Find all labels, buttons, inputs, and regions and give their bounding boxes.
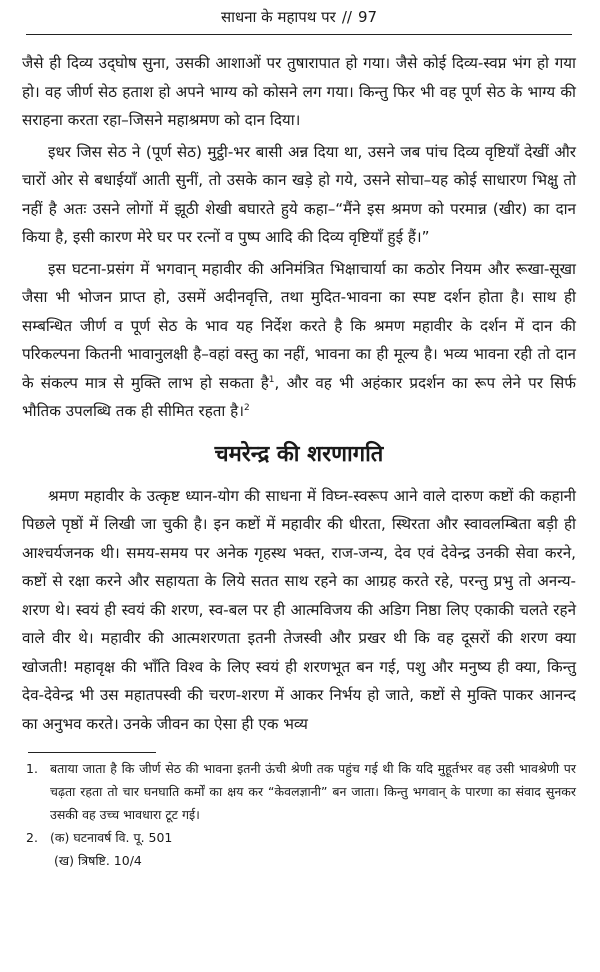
footnote-divider — [28, 752, 156, 753]
footnote-1-text: बताया जाता है कि जीर्ण सेठ की भावना इतनी ऊंची श्रेणी तक पहुंच गई थी कि यदि मुहूर्तभर वह उसी भावश्रेणी पर चढ़ता रहता तो चार घनघाति कर्मों का क्षय कर “केवलज्ञानी” बन जाता। किन्तु भगवान् के पारणा का संवाद सुनकर उसकी वह उच्च भावधारा टूट गई। — [50, 761, 576, 822]
footnote-2-number: 2. — [26, 830, 38, 845]
footnote-ref-1: 1 — [268, 374, 275, 385]
section-paragraph: श्रमण महावीर के उत्कृष्ट ध्यान-योग की साधना में विघ्न-स्वरूप आने वाले दारुण कष्टों की कहानी पिछले पृष्ठों में लिखी जा चुकी है। इन कष्टों में महावीर की धीरता, स्थिरता और स्वावलम्बिता बड़ी ही आश्चर्यजनक थी। समय-समय पर अनेक गृहस्थ भक्त, राज-जन्य, देव एवं देवेन्द्र उनकी सेवा करने, कष्टों से रक्षा करने और सहायता के लिये सतत साथ रहने का आग्रह करते रहे, परन्तु प्रभु तो अनन्य-शरण थे। स्वयं ही स्वयं की शरण, स्व-बल पर ही आत्मविजय की अडिग निष्ठा लिए एकाकी चलते रहने वाले वीर थे। महावीर की आत्मशरणता इतनी तेजस्वी और प्रखर थी कि वह दूसरों की शरण क्या खोजती! महावृक्ष की भाँति विश्व के लिए स्वयं ही शरणभूत बन गई, पशु और मनुष्य ही क्या, किन्तु देव-देवेन्द्र भी उस महातपस्वी की चरण-शरण में आकर निर्भय हो जाते, कष्टों से मुक्ति पाकर आनन्द का अनुभव करते। उनके जीवन का ऐसा ही एक भव्य — [22, 486, 576, 733]
running-header — [26, 0, 572, 35]
footnote-1 — [22, 757, 576, 826]
footnote-2-sub: (ख) त्रिषष्टि. 10/4 — [54, 853, 142, 868]
footnote-2 — [22, 826, 576, 849]
header-separator: // — [341, 8, 352, 26]
paragraph-3-text-a: इस घटना-प्रसंग में भगवान् महावीर की अनिमंत्रित भिक्षाचार्या का कठोर नियम और रूखा-सूखा जैसा भी भोजन प्राप्त हो, उसमें अदीनवृत्ति, तथा मुदित-भावना का स्पष्ट दर्शन होता है। साथ ही सम्बन्धित जीर्ण व पूर्ण सेठ के भाव यह निर्देश करते है कि श्रमण महावीर के दर्शन में दान की परिकल्पना कितनी भावानुलक्षी है–वहां वस्तु का नहीं, भावना का ही मूल्य है। भव्य भावना रही तो दान के संकल्प मात्र से मुक्ति लाभ हो सकता है — [22, 259, 576, 392]
footnote-ref-2: 2 — [244, 402, 250, 413]
footnotes — [22, 757, 576, 872]
paragraph-3 — [22, 255, 576, 426]
page-number: 97 — [357, 8, 378, 26]
paragraph-2: इधर जिस सेठ ने (पूर्ण सेठ) मुट्ठी-भर बासी अन्न दिया था, उसने जब पांच दिव्य वृष्टियाँ देखीं और चारों ओर से बधाईयाँ आती सुनीं, तो उसके कान खड़े हो गये, उसने सोचा–यह कोई साधारण भिक्षु तो नहीं है अतः उसने लोगों में झूठी शेखी बघारते हुये कहा–“मैंने इस श्रमण को परमान्न (खीर) का दान किया है, इसी कारण मेरे घर पर रत्नों व पुष्प आदि की दिव्य वृष्टियाँ हुई हैं।” — [22, 142, 576, 246]
footnote-1-number: 1. — [26, 761, 38, 776]
body-text — [22, 49, 576, 738]
paragraph-1: जैसे ही दिव्य उद्‌घोष सुना, उसकी आशाओं पर तुषारापात हो गया। जैसे कोई दिव्य-स्वप्न भंग हो गया हो। वह जीर्ण सेठ हताश हो अपने भाग्य को कोसने लग गया। किन्तु फिर भी वह पूर्ण सेठ के भाग्य की सराहना करता रहा–जिसने महाश्रमण को दान दिया। — [22, 54, 576, 129]
section-heading: चमरेन्द्र की शरणागति — [214, 441, 384, 467]
header-title: साधना के महापथ पर — [220, 8, 336, 26]
paragraph-3-text-b: , और वह भी अहंकार प्रदर्शन का रूप लेने पर सिर्फ भौतिक उपलब्धि तक ही सीमित रहता है। — [22, 373, 576, 420]
footnote-2-text: (क) घटनावर्ष वि. पू. 501 — [50, 830, 173, 845]
